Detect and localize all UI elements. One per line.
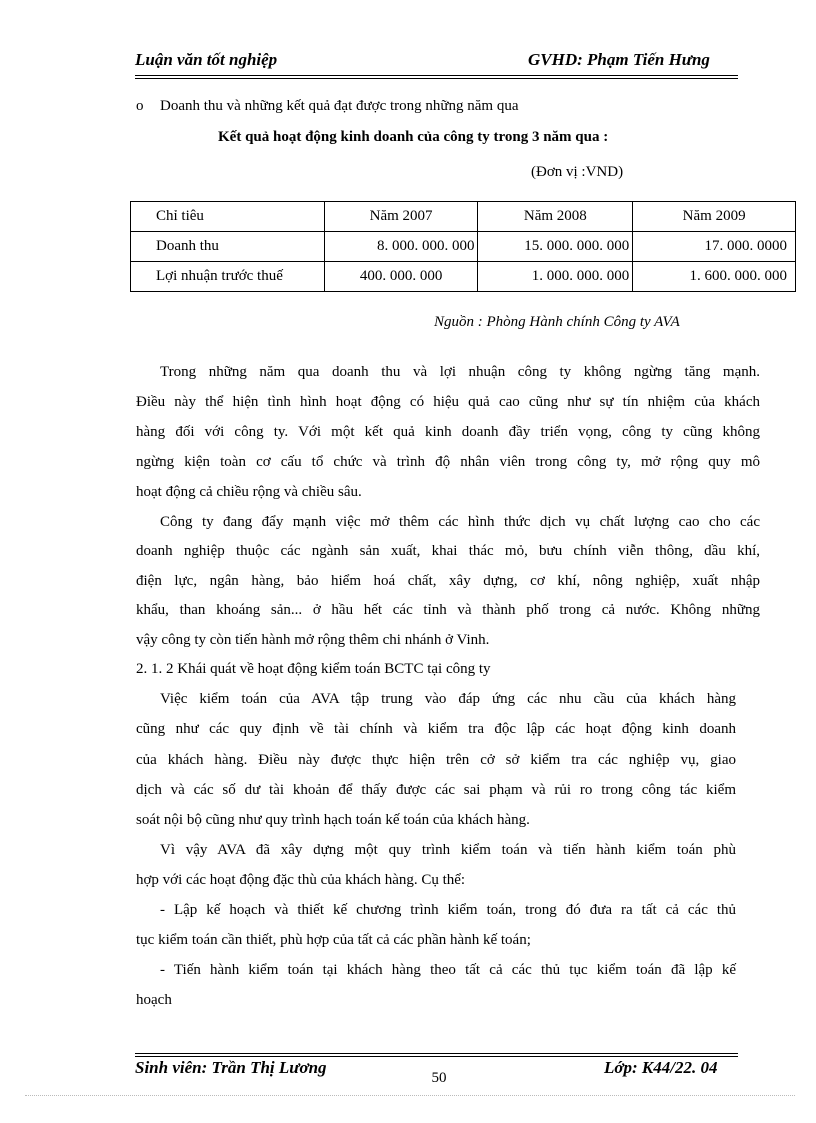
header-right: GVHD: Phạm Tiến Hưng [528, 50, 710, 69]
paragraph-line: Điều này thể hiện tình hình hoạt động có hiệu quả cao cũng như sự tín nhiệm của khách [136, 394, 760, 410]
table-title: Kết quả hoạt động kinh doanh của công ty trong 3 năm qua : [218, 129, 609, 145]
paragraph-line: - Tiến hành kiểm toán tại khách hàng theo tất cả các thủ tục kiểm toán đã lập kế [160, 962, 736, 978]
header-cell: Chỉ tiêu [131, 202, 325, 232]
unit-label: (Đơn vị :VND) [531, 164, 624, 180]
footer-rule [135, 1053, 738, 1057]
paragraph-line: Công ty đang đẩy mạnh việc mở thêm các hình thức dịch vụ chất lượng cao cho các [160, 514, 760, 530]
page-number: 50 [431, 1070, 447, 1086]
bullet-marker: o [136, 98, 144, 114]
header-rule [135, 75, 738, 79]
paragraph-line: - Lập kế hoạch và thiết kế chương trình kiểm toán, trong đó đưa ra tất cả các thủ [160, 902, 736, 918]
paragraph-line: Vì vậy AVA đã xây dựng một quy trình kiểm toán và tiến hành kiểm toán phù [160, 842, 736, 858]
table-cell: 1. 600. 000. 000 [633, 262, 796, 292]
header-cell: Năm 2009 [633, 202, 796, 232]
table-cell: 17. 000. 0000 [633, 232, 796, 262]
table-cell: 15. 000. 000. 000 [478, 232, 633, 262]
paragraph-line: soát nội bộ cũng như quy trình hạch toán kế toán của khách hàng. [136, 812, 530, 828]
paragraph-line: khẩu, than khoáng sản... ở hầu hết các tỉnh và thành phố trong cả nước. Không những [136, 602, 760, 618]
paragraph-line: của khách hàng. Điều này được thực hiện trên cở sở kiểm tra các nghiệp vụ, giao [136, 752, 736, 768]
paragraph-line: ngừng kiện toàn cơ cấu tổ chức và trình độ nhân viên trong công ty, mở rộng quy mô [136, 454, 760, 470]
table-header-row [131, 202, 796, 232]
table-cell: 8. 000. 000. 000 [324, 232, 478, 262]
results-table [130, 201, 796, 292]
section-heading: 2. 1. 2 Khái quát về hoạt động kiểm toán BCTC tại công ty [136, 661, 491, 677]
paragraph-line: hoạch [136, 992, 172, 1008]
paragraph-line: vậy công ty còn tiến hành mở rộng thêm chi nhánh ở Vinh. [136, 632, 490, 648]
source-note: Nguồn : Phòng Hành chính Công ty AVA [434, 314, 680, 330]
paragraph-line: điện lực, ngân hàng, bảo hiểm hoá chất, xây dựng, cơ khí, nông nghiệp, xuất nhập [136, 573, 760, 589]
table-cell: Doanh thu [131, 232, 325, 262]
table-cell: 400. 000. 000 [324, 262, 478, 292]
table-cell: 1. 000. 000. 000 [478, 262, 633, 292]
bullet-text: Doanh thu và những kết quả đạt được trong những năm qua [160, 98, 519, 114]
table-cell: Lợi nhuận trước thuế [131, 262, 325, 292]
header-cell: Năm 2008 [478, 202, 633, 232]
table-row [131, 262, 796, 292]
paragraph-line: Trong những năm qua doanh thu và lợi nhuận công ty không ngừng tăng mạnh. [160, 364, 760, 380]
footer-right: Lớp: K44/22. 04 [604, 1058, 718, 1077]
paragraph-line: hàng đối với công ty. Với một kết quả kinh doanh đầy triển vọng, công ty cũng không [136, 424, 760, 440]
paragraph-line: dịch và các số dư tài khoản để thấy được các sai phạm và rủi ro trong công tác kiểm [136, 782, 736, 798]
page-edge-divider [25, 1095, 795, 1096]
paragraph-line: doanh nghiệp thuộc các ngành sản xuất, khai thác mỏ, bưu chính viễn thông, dầu khí, [136, 543, 760, 559]
header-left: Luận văn tốt nghiệp [135, 50, 278, 69]
paragraph-line: hợp với các hoạt động đặc thù của khách hàng. Cụ thể: [136, 872, 466, 888]
footer-left: Sinh viên: Trần Thị Lương [135, 1058, 327, 1077]
paragraph-line: Việc kiểm toán của AVA tập trung vào đáp ứng các nhu cầu của khách hàng [160, 691, 736, 707]
paragraph-line: cũng như các quy định về tài chính và kiểm tra độc lập các hoạt động kinh doanh [136, 721, 736, 737]
header-cell: Năm 2007 [324, 202, 478, 232]
paragraph-line: tục kiểm toán cần thiết, phù hợp của tất cả các phần hành kế toán; [136, 932, 531, 948]
table-row [131, 232, 796, 262]
paragraph-line: hoạt động cả chiều rộng và chiều sâu. [136, 484, 362, 500]
